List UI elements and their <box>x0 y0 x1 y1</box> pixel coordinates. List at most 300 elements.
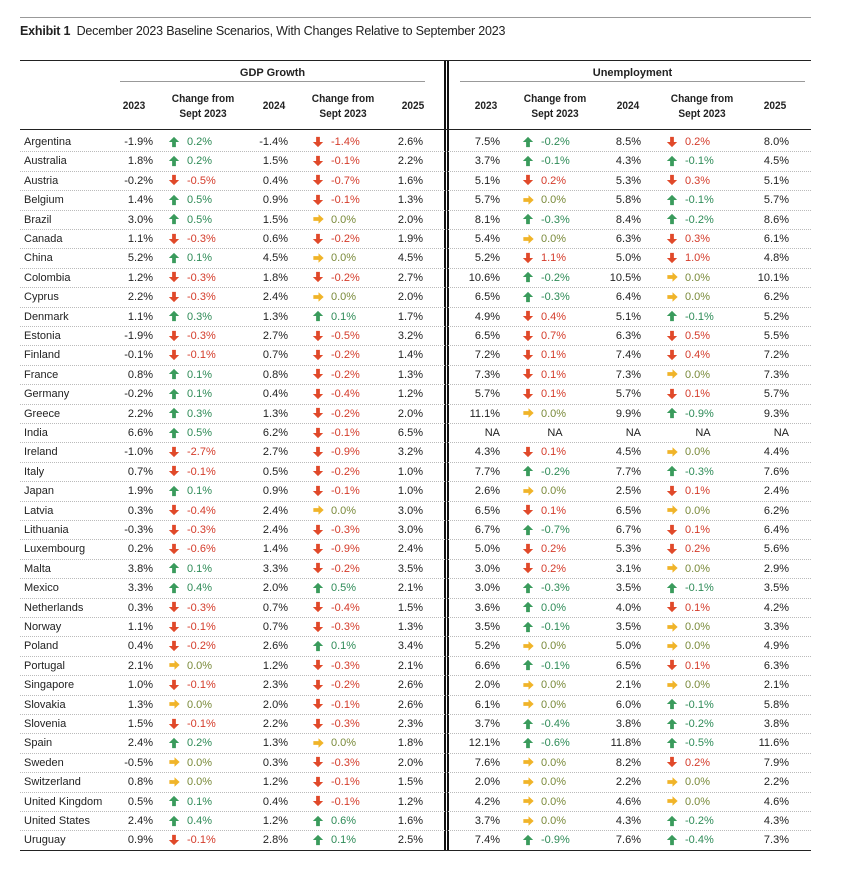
value-g25: 3.0% <box>397 524 423 536</box>
country-name: Uruguay <box>24 834 66 847</box>
value-g23: 3.8% <box>127 562 153 575</box>
value-g23: 1.3% <box>127 698 153 711</box>
value-u25: 3.8% <box>763 718 789 730</box>
value-u25: 7.3% <box>763 368 789 381</box>
value-u23: 5.2% <box>474 640 500 653</box>
value-u23: 6.5% <box>474 330 500 342</box>
change-value: 0.1% <box>331 640 357 653</box>
change-g23c <box>168 424 212 443</box>
change-u24c <box>666 579 714 598</box>
change-value: 0.0% <box>331 737 357 750</box>
value-u23: 5.0% <box>474 543 500 556</box>
arrow-down-icon <box>312 718 326 732</box>
arrow-down-icon <box>312 562 326 576</box>
table-row <box>20 696 811 715</box>
arrow-up-icon <box>522 601 536 615</box>
country-name: China <box>24 252 53 265</box>
change-value: -0.2% <box>187 640 216 653</box>
value-g24: 2.7% <box>262 330 288 342</box>
value-g25: 1.2% <box>397 388 423 401</box>
change-g24c <box>312 463 360 482</box>
value-u25: 9.3% <box>763 407 789 420</box>
value-g23: 0.8% <box>127 776 153 789</box>
value-u24: 7.7% <box>615 465 641 478</box>
change-value: 0.1% <box>331 310 357 323</box>
change-g24c <box>312 540 360 559</box>
change-value: -0.3% <box>187 601 216 614</box>
change-value: -0.2% <box>331 368 360 381</box>
country-name: Finland <box>24 349 61 362</box>
arrow-down-icon <box>522 388 536 402</box>
change-value: -0.1% <box>541 659 570 672</box>
change-value: 0.1% <box>685 659 711 672</box>
value-u25: 3.5% <box>763 582 789 595</box>
arrow-right-icon <box>168 698 182 712</box>
arrow-down-icon <box>312 465 326 479</box>
change-value: 0.0% <box>685 640 711 653</box>
arrow-up-icon <box>312 834 326 848</box>
arrow-up-icon <box>666 698 680 712</box>
arrow-down-icon <box>666 330 680 344</box>
value-g23: 1.5% <box>127 718 153 730</box>
arrow-up-icon <box>168 427 182 441</box>
value-u24: 8.5% <box>615 136 641 148</box>
change-value: -0.2% <box>685 815 714 827</box>
value-u24: 8.4% <box>615 213 641 226</box>
change-value: 0.0% <box>685 368 711 381</box>
group-gdp-growth: GDP Growth <box>239 67 306 79</box>
change-value: 0.0% <box>187 756 213 769</box>
change-value: 0.1% <box>685 601 711 614</box>
table-row <box>20 657 811 676</box>
arrow-down-icon <box>312 601 326 615</box>
change-u23c <box>522 540 566 559</box>
change-g24c <box>312 366 360 385</box>
change-u23c <box>522 521 570 540</box>
value-g25: 1.6% <box>397 174 423 187</box>
table-row <box>20 443 811 462</box>
header-gdp-change-2024: Change from Sept 2023 <box>311 93 375 120</box>
value-u25: NA <box>773 427 789 439</box>
value-g24: 0.5% <box>262 465 288 478</box>
arrow-down-icon <box>168 330 182 344</box>
change-g23c <box>168 812 212 831</box>
value-g23: 1.8% <box>127 155 153 168</box>
table-row <box>20 637 811 656</box>
change-u23c <box>522 366 566 385</box>
value-g25: 2.1% <box>397 659 423 672</box>
header-unemp-2025: 2025 <box>763 100 787 112</box>
arrow-right-icon <box>312 213 326 227</box>
value-g25: 1.4% <box>397 349 423 362</box>
change-u24c <box>666 230 710 249</box>
value-g23: -1.9% <box>124 136 153 148</box>
change-u23c <box>522 482 566 501</box>
change-u23c <box>522 579 570 598</box>
change-value: -0.4% <box>331 388 360 401</box>
change-u23c <box>522 269 570 288</box>
arrow-down-icon <box>312 679 326 693</box>
value-g25: 1.9% <box>397 233 423 245</box>
change-value: -0.6% <box>541 737 570 750</box>
value-g25: 2.0% <box>397 291 423 304</box>
value-g25: 2.0% <box>397 213 423 226</box>
change-u24c <box>666 618 710 637</box>
change-value: -1.4% <box>331 136 360 148</box>
arrow-down-icon <box>312 543 326 557</box>
arrow-down-icon <box>312 776 326 790</box>
change-value: -0.3% <box>331 756 360 769</box>
value-g24: 0.9% <box>262 194 288 207</box>
value-g24: 2.7% <box>262 446 288 459</box>
value-g25: 2.7% <box>397 271 423 284</box>
change-value: 0.0% <box>685 621 711 633</box>
table-row <box>20 308 811 327</box>
value-g25: 2.4% <box>397 543 423 556</box>
change-value: 0.0% <box>187 698 213 711</box>
value-g24: 2.3% <box>262 679 288 692</box>
change-value: 0.3% <box>187 310 213 323</box>
value-u23: 5.1% <box>474 174 500 187</box>
change-value: -0.1% <box>187 679 216 692</box>
arrow-right-icon <box>522 679 536 693</box>
change-u23c <box>522 191 566 210</box>
change-value: -0.5% <box>187 174 216 187</box>
arrow-down-icon <box>666 601 680 615</box>
header-gdp-2023: 2023 <box>122 100 146 112</box>
value-g23: 0.9% <box>127 834 153 847</box>
change-u23c <box>522 405 566 424</box>
arrow-down-icon <box>666 174 680 188</box>
value-u24: 4.3% <box>615 155 641 168</box>
arrow-up-icon <box>168 815 182 829</box>
value-u24: 8.2% <box>615 756 641 769</box>
arrow-up-icon <box>666 407 680 421</box>
value-g23: 1.2% <box>127 271 153 284</box>
table-row <box>20 288 811 307</box>
arrow-down-icon <box>312 271 326 285</box>
value-g24: 0.7% <box>262 349 288 362</box>
value-g23: 0.3% <box>127 601 153 614</box>
change-u24c <box>666 288 710 307</box>
value-u24: 2.2% <box>615 776 641 789</box>
change-g24c <box>312 327 360 346</box>
change-u24c <box>666 696 714 715</box>
value-u25: 2.1% <box>763 679 789 692</box>
group-gdp-underline <box>120 81 425 82</box>
change-value: -0.3% <box>331 718 360 730</box>
change-u23c <box>522 346 566 365</box>
change-value: -0.7% <box>541 524 570 536</box>
value-u24: 5.8% <box>615 194 641 207</box>
arrow-up-icon <box>168 213 182 227</box>
change-value: 0.0% <box>685 271 711 284</box>
country-name: Sweden <box>24 756 64 769</box>
arrow-down-icon <box>168 446 182 460</box>
change-g24c <box>312 773 360 792</box>
arrow-down-icon <box>522 174 536 188</box>
change-value: 0.0% <box>187 776 213 789</box>
value-g24: 0.6% <box>262 233 288 245</box>
arrow-right-icon <box>666 504 680 518</box>
change-u24c <box>666 385 710 404</box>
arrow-up-icon <box>666 718 680 732</box>
change-value: 0.4% <box>187 582 213 595</box>
value-u23: 3.0% <box>474 582 500 595</box>
change-g23c <box>168 599 216 618</box>
change-value: 0.1% <box>187 252 213 265</box>
arrow-up-icon <box>168 136 182 150</box>
arrow-right-icon <box>666 446 680 460</box>
value-g23: -0.3% <box>124 524 153 536</box>
change-g23c <box>168 385 212 404</box>
value-g23: 0.2% <box>127 543 153 556</box>
change-value: -0.3% <box>541 582 570 595</box>
value-u23: 3.7% <box>474 718 500 730</box>
change-u23c <box>522 385 566 404</box>
value-g25: 2.1% <box>397 582 423 595</box>
value-g24: 0.3% <box>262 756 288 769</box>
country-name: Belgium <box>24 194 64 207</box>
value-u23: 4.3% <box>474 446 500 459</box>
value-u25: 4.6% <box>763 795 789 808</box>
change-value: 0.0% <box>685 795 711 808</box>
arrow-up-icon <box>168 155 182 169</box>
change-value: 0.2% <box>685 543 711 556</box>
value-g25: 6.5% <box>397 427 423 439</box>
value-u25: 4.4% <box>763 446 789 459</box>
country-name: Singapore <box>24 679 75 692</box>
table-row <box>20 405 811 424</box>
change-g24c <box>312 152 360 171</box>
change-u23c <box>522 172 566 191</box>
arrow-right-icon <box>666 291 680 305</box>
change-g23c <box>168 133 212 152</box>
change-g23c <box>168 676 216 695</box>
change-g24c <box>312 405 360 424</box>
value-u24: 6.3% <box>615 233 641 245</box>
value-u24: 3.5% <box>615 582 641 595</box>
value-u23: 4.9% <box>474 310 500 323</box>
header-unemp-2024: 2024 <box>616 100 640 112</box>
value-g25: 1.5% <box>397 601 423 614</box>
change-value: 0.5% <box>187 213 213 226</box>
arrow-down-icon <box>168 271 182 285</box>
value-u23: 6.5% <box>474 291 500 304</box>
change-value: -0.2% <box>331 562 360 575</box>
value-u25: 11.6% <box>758 737 789 750</box>
value-g24: 1.3% <box>262 737 288 750</box>
title-top-rule <box>20 17 811 18</box>
change-value: -0.5% <box>331 330 360 342</box>
arrow-up-icon <box>666 194 680 208</box>
country-name: Cyprus <box>24 291 59 304</box>
table-row <box>20 773 811 792</box>
country-name: Canada <box>24 233 63 245</box>
value-g24: 1.2% <box>262 659 288 672</box>
change-value: -0.2% <box>541 465 570 478</box>
arrow-down-icon <box>168 174 182 188</box>
change-u24c <box>666 152 714 171</box>
change-u24c <box>666 676 710 695</box>
country-name: India <box>24 427 48 439</box>
change-value: -0.9% <box>331 446 360 459</box>
value-g23: -0.5% <box>124 756 153 769</box>
change-g23c <box>168 405 212 424</box>
arrow-down-icon <box>666 524 680 538</box>
arrow-up-icon <box>168 562 182 576</box>
value-u23: 5.2% <box>474 252 500 265</box>
change-value: 0.0% <box>685 776 711 789</box>
change-value: -0.2% <box>541 271 570 284</box>
arrow-up-icon <box>666 582 680 596</box>
group-unemployment-underline <box>460 81 805 82</box>
change-value: 0.2% <box>187 136 213 148</box>
arrow-up-icon <box>522 271 536 285</box>
arrow-down-icon <box>522 310 536 324</box>
value-u25: 4.9% <box>763 640 789 653</box>
change-value: 0.1% <box>331 834 357 847</box>
change-value: 1.0% <box>685 252 711 265</box>
arrow-down-icon <box>666 136 680 150</box>
change-u24c <box>666 463 714 482</box>
arrow-up-icon <box>666 155 680 169</box>
change-value: 0.1% <box>187 485 213 498</box>
arrow-down-icon <box>312 485 326 499</box>
arrow-right-icon <box>666 368 680 382</box>
value-g25: 1.2% <box>397 795 423 808</box>
arrow-down-icon <box>168 718 182 732</box>
value-u24: 5.7% <box>615 388 641 401</box>
value-g23: 0.7% <box>127 465 153 478</box>
change-u23c <box>522 327 566 346</box>
arrow-up-icon <box>522 718 536 732</box>
value-u23: 4.2% <box>474 795 500 808</box>
arrow-down-icon <box>312 136 326 150</box>
change-value: -0.3% <box>541 291 570 304</box>
change-u24c <box>666 308 714 327</box>
arrow-up-icon <box>312 815 326 829</box>
value-u24: 5.1% <box>615 310 641 323</box>
change-g23c <box>168 657 212 676</box>
arrow-up-icon <box>522 524 536 538</box>
value-g25: 1.3% <box>397 621 423 633</box>
value-u23: 7.4% <box>474 834 500 847</box>
change-value: -0.5% <box>685 737 714 750</box>
country-name: Netherlands <box>24 601 84 614</box>
value-g25: 1.3% <box>397 368 423 381</box>
change-u23c <box>522 230 566 249</box>
change-u23c <box>522 793 566 812</box>
change-u23c <box>522 599 566 618</box>
change-value: 0.0% <box>331 291 357 304</box>
value-g24: 2.8% <box>262 834 288 847</box>
arrow-down-icon <box>312 446 326 460</box>
value-g24: 2.4% <box>262 524 288 536</box>
arrow-up-icon <box>522 582 536 596</box>
value-u24: 6.3% <box>615 330 641 342</box>
value-u25: 7.9% <box>763 756 789 769</box>
change-g23c <box>168 308 212 327</box>
change-g23c <box>168 346 216 365</box>
arrow-up-icon <box>666 834 680 848</box>
arrow-up-icon <box>168 407 182 421</box>
arrow-up-icon <box>522 834 536 848</box>
table-bottom-rule <box>20 850 811 851</box>
value-g25: 2.0% <box>397 407 423 420</box>
change-g23c <box>168 831 216 850</box>
change-value: 0.1% <box>685 485 711 498</box>
arrow-right-icon <box>312 252 326 266</box>
change-value: -0.1% <box>187 718 216 730</box>
country-name: Greece <box>24 407 61 420</box>
value-g25: 1.8% <box>397 737 423 750</box>
change-value: 0.0% <box>685 504 711 517</box>
value-u24: 6.7% <box>615 524 641 536</box>
change-value: -0.1% <box>331 698 360 711</box>
value-u24: 2.1% <box>615 679 641 692</box>
change-u23c <box>522 152 570 171</box>
change-g23c <box>168 773 212 792</box>
change-g24c <box>312 618 360 637</box>
country-name: United States <box>24 815 91 827</box>
change-u24c <box>666 502 710 521</box>
value-u23: 12.1% <box>468 737 500 750</box>
value-g25: 3.0% <box>397 504 423 517</box>
change-u23c <box>522 715 570 734</box>
table-row <box>20 249 811 268</box>
country-name: Brazil <box>24 213 52 226</box>
arrow-down-icon <box>312 621 326 635</box>
country-name: Estonia <box>24 330 61 342</box>
value-g23: -1.0% <box>124 446 153 459</box>
value-g25: 2.0% <box>397 756 423 769</box>
change-g23c <box>168 269 216 288</box>
change-g23c <box>168 754 212 773</box>
change-g24c <box>312 521 360 540</box>
change-g24c <box>312 637 356 656</box>
country-name: Malta <box>24 562 51 575</box>
value-u24: 7.4% <box>615 349 641 362</box>
value-g24: 1.4% <box>262 543 288 556</box>
arrow-up-icon <box>168 368 182 382</box>
value-g24: 0.4% <box>262 388 288 401</box>
change-g23c <box>168 230 216 249</box>
change-value: -0.1% <box>541 155 570 168</box>
country-name: Luxembourg <box>24 543 86 556</box>
value-g23: 6.6% <box>127 427 153 439</box>
value-u23: 5.4% <box>474 233 500 245</box>
arrow-down-icon <box>666 756 680 770</box>
value-u25: 8.0% <box>763 136 789 148</box>
change-value: -0.2% <box>541 136 570 148</box>
country-name: Austria <box>24 174 59 187</box>
arrow-up-icon <box>666 213 680 227</box>
change-value: 0.0% <box>541 194 567 207</box>
change-value: 0.1% <box>685 524 711 536</box>
change-u24c <box>666 773 710 792</box>
value-g23: 3.3% <box>127 582 153 595</box>
change-value: 0.1% <box>541 368 567 381</box>
value-g25: 2.6% <box>397 679 423 692</box>
value-u25: 5.8% <box>763 698 789 711</box>
value-u23: 3.7% <box>474 815 500 827</box>
value-u25: 7.6% <box>763 465 789 478</box>
value-g25: 2.6% <box>397 136 423 148</box>
arrow-up-icon <box>168 388 182 402</box>
arrow-up-icon <box>168 310 182 324</box>
value-g25: 4.5% <box>397 252 423 265</box>
